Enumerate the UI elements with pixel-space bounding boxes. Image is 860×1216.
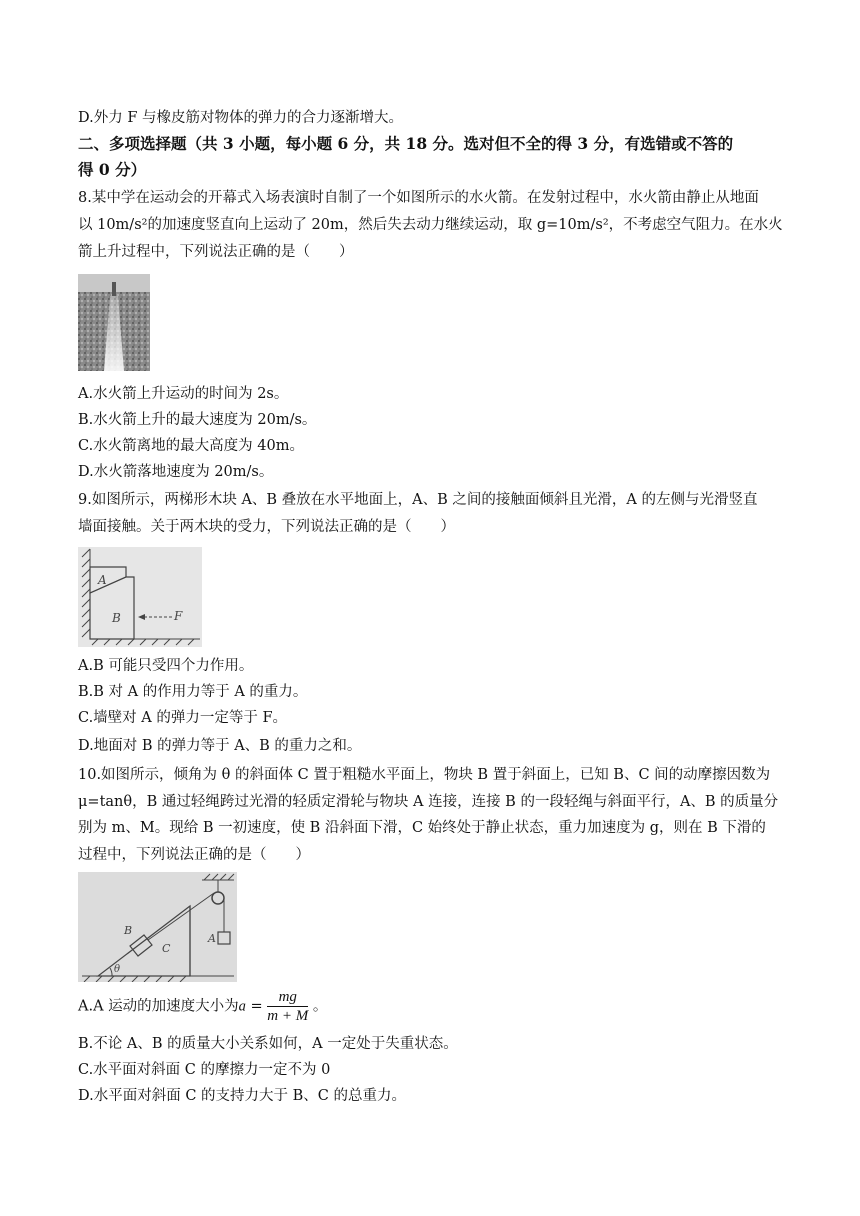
q10-option-a-eq: = — [250, 998, 263, 1015]
q10-option-a-prefix: A.A 运动的加速度大小为 — [78, 998, 239, 1015]
q9-option-c: C.墙壁对 A 的弹力一定等于 F。 — [78, 710, 288, 726]
q10-line2: μ=tanθ，B 通过轻绳跨过光滑的轻质定滑轮与物块 A 连接，连接 B 的一段轻绳与斜面平行，A、B 的质量分 — [78, 794, 779, 810]
q9-line1: 9.如图所示，两梯形木块 A、B 叠放在水平地面上，A、B 之间的接触面倾斜且光滑，A 的左侧与光滑竖直 — [78, 492, 758, 508]
q10-option-a-suffix: 。 — [312, 998, 328, 1015]
q9-option-a: A.B 可能只受四个力作用。 — [78, 658, 254, 674]
fig10-label-a: A — [208, 932, 216, 945]
fig10-label-theta: θ — [114, 964, 121, 975]
q8-line2: 以 10m/s²的加速度竖直向上运动了 20m，然后失去动力继续运动，取 g=10m/s²，不考虑空气阻力。在水火 — [78, 217, 783, 233]
prev-option-d: D.外力 F 与橡皮筋对物体的弹力的合力逐渐增大。 — [78, 110, 403, 126]
blocks-ab-figure — [78, 547, 202, 651]
q8-line3: 箭上升过程中，下列说法正确的是（ ） — [78, 244, 354, 260]
q10-option-d: D.水平面对斜面 C 的支持力大于 B、C 的总重力。 — [78, 1088, 406, 1104]
q9-option-b: B.B 对 A 的作用力等于 A 的重力。 — [78, 684, 308, 700]
fig9-label-f: F — [174, 609, 183, 623]
fraction-numerator: mg — [267, 988, 308, 1007]
section-heading-line2: 得 0 分） — [78, 160, 147, 179]
fig10-label-b: B — [124, 924, 133, 937]
q8-option-b: B.水火箭上升的最大速度为 20m/s。 — [78, 412, 317, 428]
fig9-label-b: B — [112, 611, 121, 625]
q10-option-b: B.不论 A、B 的质量大小关系如何，A 一定处于失重状态。 — [78, 1036, 458, 1052]
q8-line1: 8.某中学在运动会的开幕式入场表演时自制了一个如图所示的水火箭。在发射过程中，水火箭由静止从地面 — [78, 190, 759, 206]
q8-option-a: A.水火箭上升运动的时间为 2s。 — [78, 386, 289, 402]
q8-option-c: C.水火箭离地的最大高度为 40m。 — [78, 438, 304, 454]
q9-option-d: D.地面对 B 的弹力等于 A、B 的重力之和。 — [78, 738, 362, 754]
section-heading-line1: 二、多项选择题（共 3 小题，每小题 6 分，共 18 分。选对但不全的得 3 分，有选错或不答的 — [78, 134, 734, 153]
q10-option-c: C.水平面对斜面 C 的摩擦力一定不为 0 — [78, 1062, 331, 1078]
fraction-denominator: m + M — [267, 1008, 309, 1024]
q8-option-d: D.水火箭落地速度为 20m/s。 — [78, 464, 274, 480]
q10-option-a — [78, 988, 327, 1025]
q10-line1: 10.如图所示，倾角为 θ 的斜面体 C 置于粗糙水平面上，物块 B 置于斜面上，已知 B、C 间的动摩擦因数为 — [78, 767, 771, 783]
q10-line3: 别为 m、M。现给 B 一初速度，使 B 沿斜面下滑，C 始终处于静止状态，重力加速度为 g，则在 B 下滑的 — [78, 820, 766, 836]
incline-pulley-figure — [78, 872, 237, 986]
q10-line4: 过程中，下列说法正确的是（ ） — [78, 847, 310, 863]
q9-line2: 墙面接触。关于两木块的受力，下列说法正确的是（ ） — [78, 519, 455, 535]
q10-option-a-fraction — [267, 988, 308, 1025]
water-rocket-photo — [78, 274, 150, 375]
q10-option-a-var: a — [238, 998, 246, 1015]
fig10-label-c: C — [162, 942, 171, 955]
fig9-label-a: A — [98, 573, 107, 587]
